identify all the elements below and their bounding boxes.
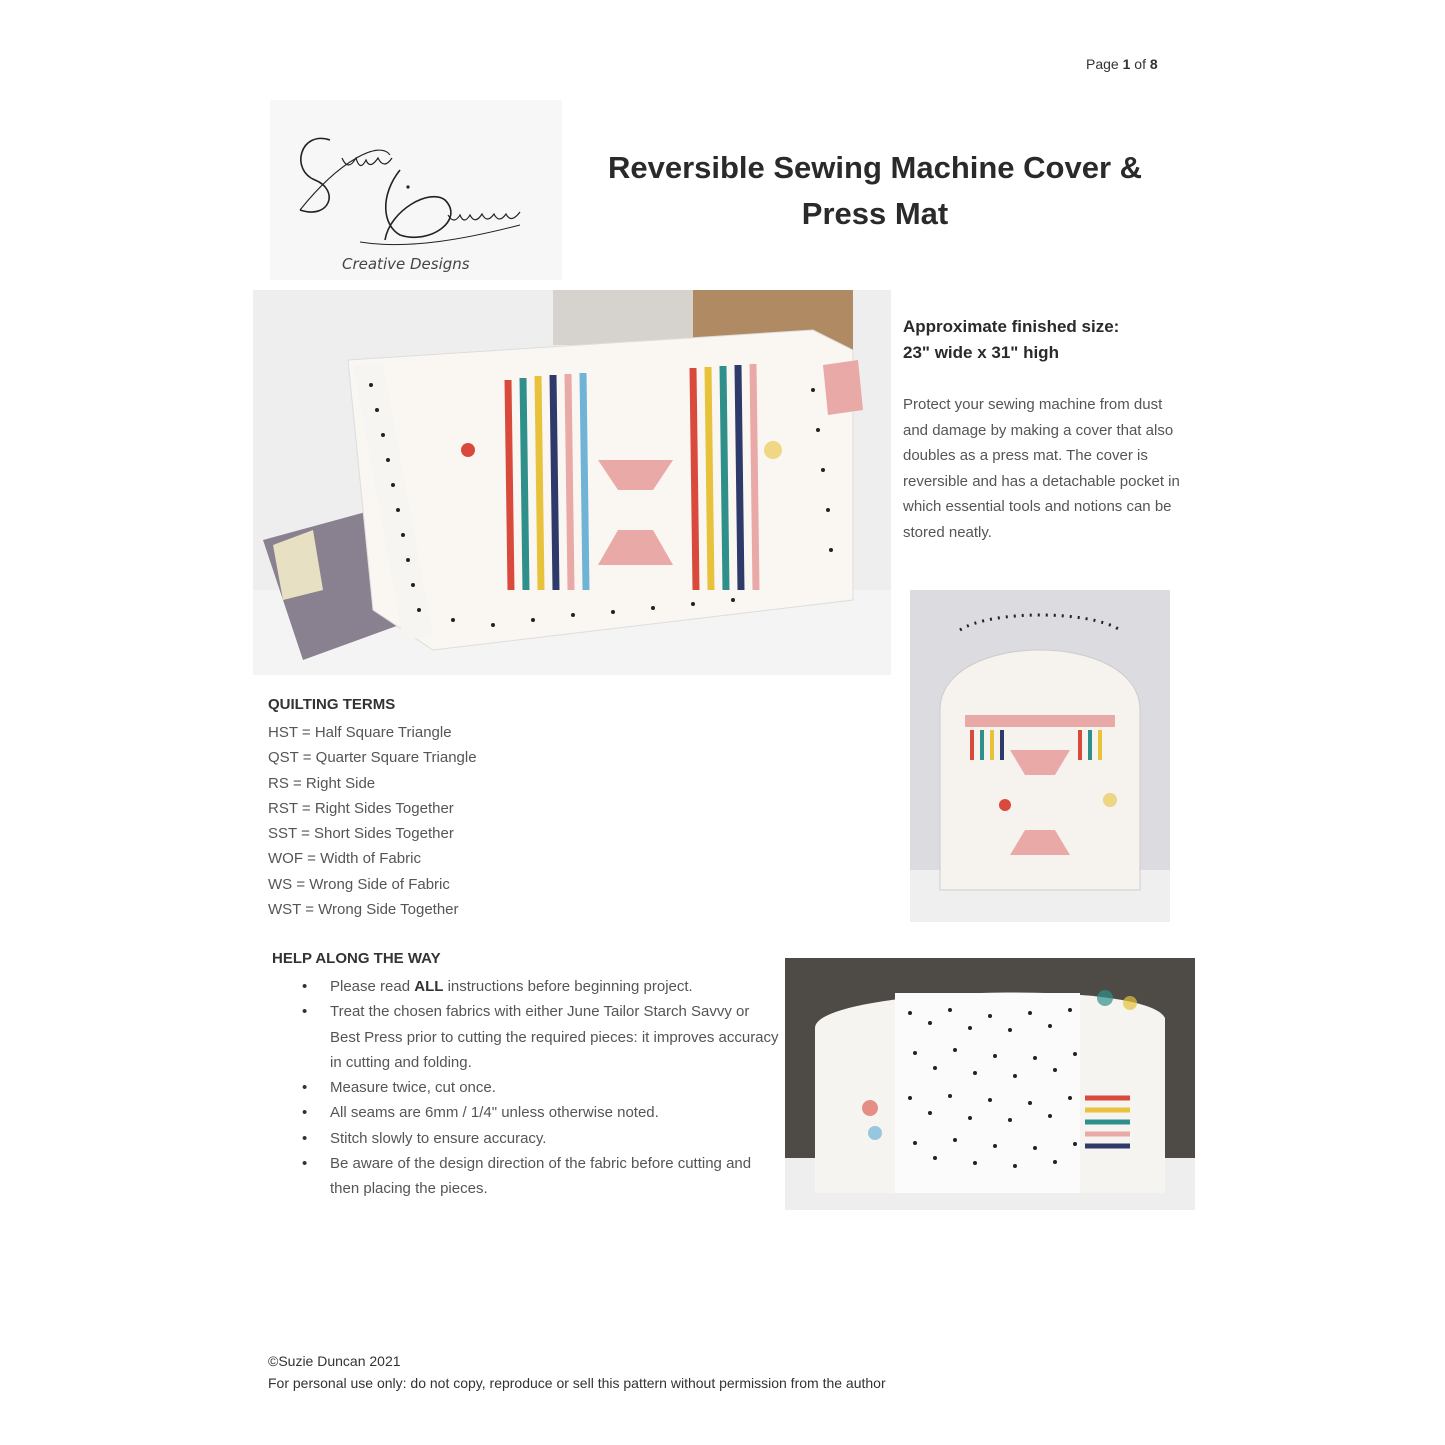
- list-item: WOF = Width of Fabric: [268, 850, 421, 868]
- list-item: WST = Wrong Side Together: [268, 901, 459, 919]
- list-item: SST = Short Sides Together: [268, 825, 454, 843]
- help-item-1-bold: ALL: [414, 978, 444, 995]
- list-item: HST = Half Square Triangle: [268, 724, 452, 741]
- logo-subtitle: Creative Designs: [342, 255, 470, 273]
- bottom-product-photo: [785, 958, 1195, 1210]
- list-item: • Treat the chosen fabrics with either June Tailor Starch Savvy or Best Press prior to cutting the required pieces: it improves accuracy in cutting and folding.: [330, 999, 780, 1075]
- title-line-2: Press Mat: [801, 196, 949, 231]
- list-item: QST = Quarter Square Triangle: [268, 749, 477, 767]
- help-list: [330, 974, 780, 1202]
- intro-paragraph: Protect your sewing machine from dust and damage by making a cover that also doubles as a press mat. The cover is reversible and has a detachable pocket in which essential tools and notions can be stored neatly.: [903, 396, 1180, 541]
- page-of: of: [1134, 56, 1146, 72]
- help-heading: HELP ALONG THE WAY: [272, 950, 441, 967]
- page-current: 1: [1122, 56, 1131, 72]
- finished-size-heading: [903, 314, 1183, 366]
- script-signature-logo: [270, 100, 562, 280]
- quilting-terms-list: [268, 720, 477, 922]
- quilting-terms-heading: QUILTING TERMS: [268, 696, 396, 713]
- finished-size-line-2: 23" wide x 31" high: [903, 343, 1059, 362]
- copyright-text: ©Suzie Duncan 2021: [268, 1353, 401, 1369]
- list-item: RST = Right Sides Together: [268, 799, 454, 817]
- list-item: • All seams are 6mm / 1/4" unless otherwise noted.: [330, 1100, 780, 1125]
- help-item-1-after: instructions before beginning project.: [443, 978, 693, 995]
- usage-notice: For personal use only: do not copy, reproduce or sell this pattern without permission from the author: [268, 1375, 886, 1391]
- main-product-photo: [253, 290, 891, 675]
- page-title: [580, 145, 1170, 237]
- list-item: [330, 974, 780, 999]
- brand-logo: [270, 100, 562, 280]
- page-label: Page: [1086, 56, 1119, 72]
- page-total: 8: [1149, 56, 1158, 72]
- help-item-1-before: Please read: [330, 978, 415, 995]
- list-item: RS = Right Side: [268, 774, 376, 792]
- finished-size-line-1: Approximate finished size:: [903, 317, 1120, 336]
- list-item: WS = Wrong Side of Fabric: [268, 875, 450, 893]
- list-item: • Stitch slowly to ensure accuracy.: [330, 1126, 780, 1151]
- list-item: • Measure twice, cut once.: [330, 1075, 780, 1100]
- title-line-1: Reversible Sewing Machine Cover &: [607, 150, 1143, 185]
- list-item: • Be aware of the design direction of the fabric before cutting and then placing the pieces.: [330, 1151, 780, 1202]
- page-number: [1086, 56, 1158, 72]
- side-product-photo: [910, 590, 1170, 922]
